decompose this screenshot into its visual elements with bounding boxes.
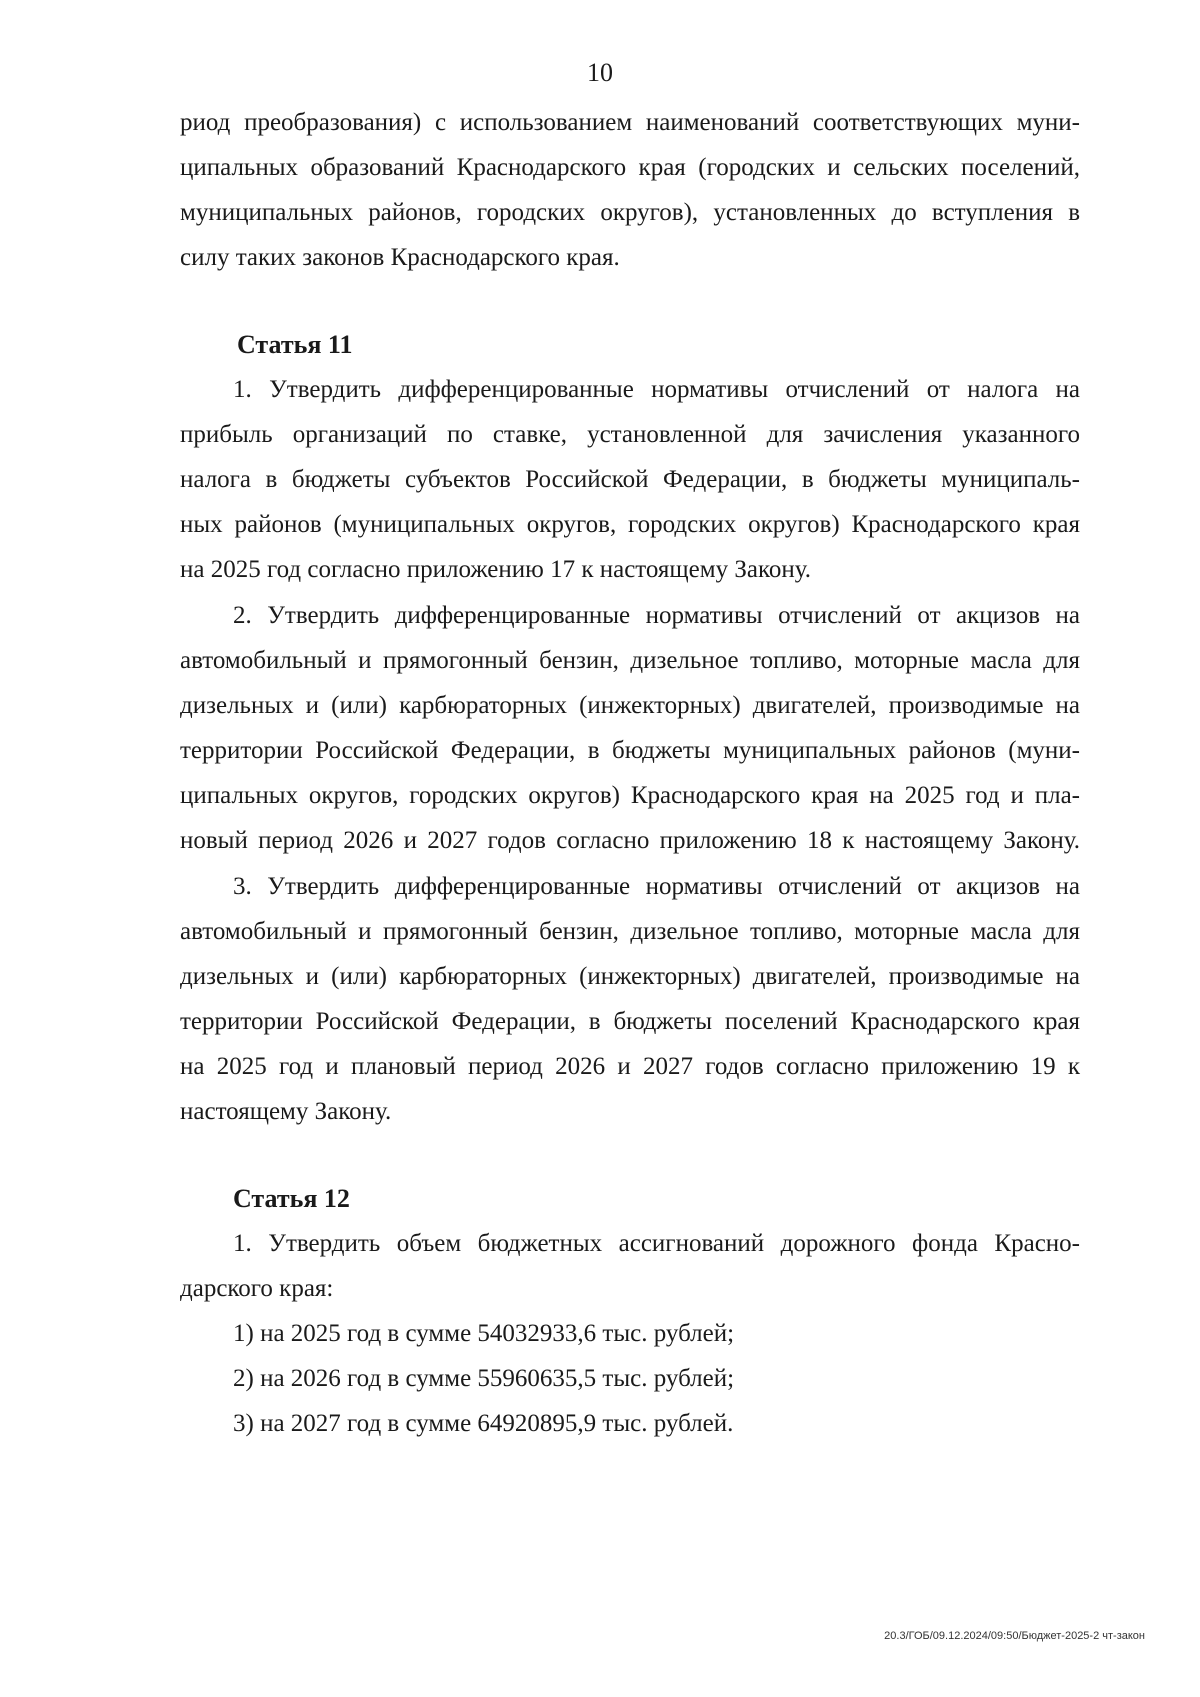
article-11-p1-line-1: 1. Утвердить дифференцированные нормативы отчислений от налога на [233, 376, 1080, 403]
article-11-p3-line-2: автомобильный и прямогонный бензин, дизельное топливо, моторные масла для [180, 918, 1080, 945]
article-11-p2-line-1: 2. Утвердить дифференцированные нормативы отчислений от акцизов на [233, 602, 1080, 629]
article-11-p1-line-5: на 2025 год согласно приложению 17 к настоящему Закону. [180, 556, 811, 583]
document-footer-code: 20.3/ГОБ/09.12.2024/09:50/Бюджет-2025-2 чт-закон [884, 1630, 1145, 1642]
article-11-p1-line-4: ных районов (муниципальных округов, городских округов) Краснодарского края [180, 511, 1080, 538]
article-11-p2-line-2: автомобильный и прямогонный бензин, дизельное топливо, моторные масла для [180, 647, 1080, 674]
article-11-p2-line-4: территории Российской Федерации, в бюджеты муниципальных районов (муни- [180, 737, 1080, 764]
article-12-p1-line-1: 1. Утвердить объем бюджетных ассигнований дорожного фонда Красно- [233, 1230, 1080, 1257]
intro-line-2: ципальных образований Краснодарского края (городских и сельских поселений, [180, 154, 1080, 181]
intro-line-3: муниципальных районов, городских округов), установленных до вступления в [180, 199, 1080, 226]
page-number: 10 [587, 58, 613, 87]
article-12-item-3: 3) на 2027 год в сумме 64920895,9 тыс. рублей. [233, 1410, 734, 1437]
article-12-item-2: 2) на 2026 год в сумме 55960635,5 тыс. рублей; [233, 1365, 735, 1392]
article-11-p3-line-3: дизельных и (или) карбюраторных (инжекторных) двигателей, производимые на [180, 963, 1080, 990]
article-11-p3-line-4: территории Российской Федерации, в бюджеты поселений Краснодарского края [180, 1008, 1080, 1035]
article-11-p2-line-6: новый период 2026 и 2027 годов согласно приложению 18 к настоящему Закону. [180, 827, 1080, 854]
article-12-p1-line-2: дарского края: [180, 1275, 334, 1302]
article-11-p3-line-1: 3. Утвердить дифференцированные нормативы отчислений от акцизов на [233, 873, 1080, 900]
article-11-p2-line-5: ципальных округов, городских округов) Краснодарского края на 2025 год и пла- [180, 782, 1080, 809]
article-11-p1-line-3: налога в бюджеты субъектов Российской Федерации, в бюджеты муниципаль- [180, 466, 1080, 493]
article-11-p3-line-6: настоящему Закону. [180, 1098, 392, 1125]
article-11-heading: Статья 11 [237, 330, 353, 359]
article-11-p1-line-2: прибыль организаций по ставке, установленной для зачисления указанного [180, 421, 1080, 448]
article-11-p3-line-5: на 2025 год и плановый период 2026 и 2027 годов согласно приложению 19 к [180, 1053, 1080, 1080]
intro-line-1: риод преобразования) с использованием наименований соответствующих муни- [180, 109, 1080, 136]
article-11-p2-line-3: дизельных и (или) карбюраторных (инжекторных) двигателей, производимые на [180, 692, 1080, 719]
article-12-heading: Статья 12 [233, 1184, 350, 1213]
intro-line-4: силу таких законов Краснодарского края. [180, 244, 620, 271]
article-12-item-1: 1) на 2025 год в сумме 54032933,6 тыс. рублей; [233, 1320, 735, 1347]
